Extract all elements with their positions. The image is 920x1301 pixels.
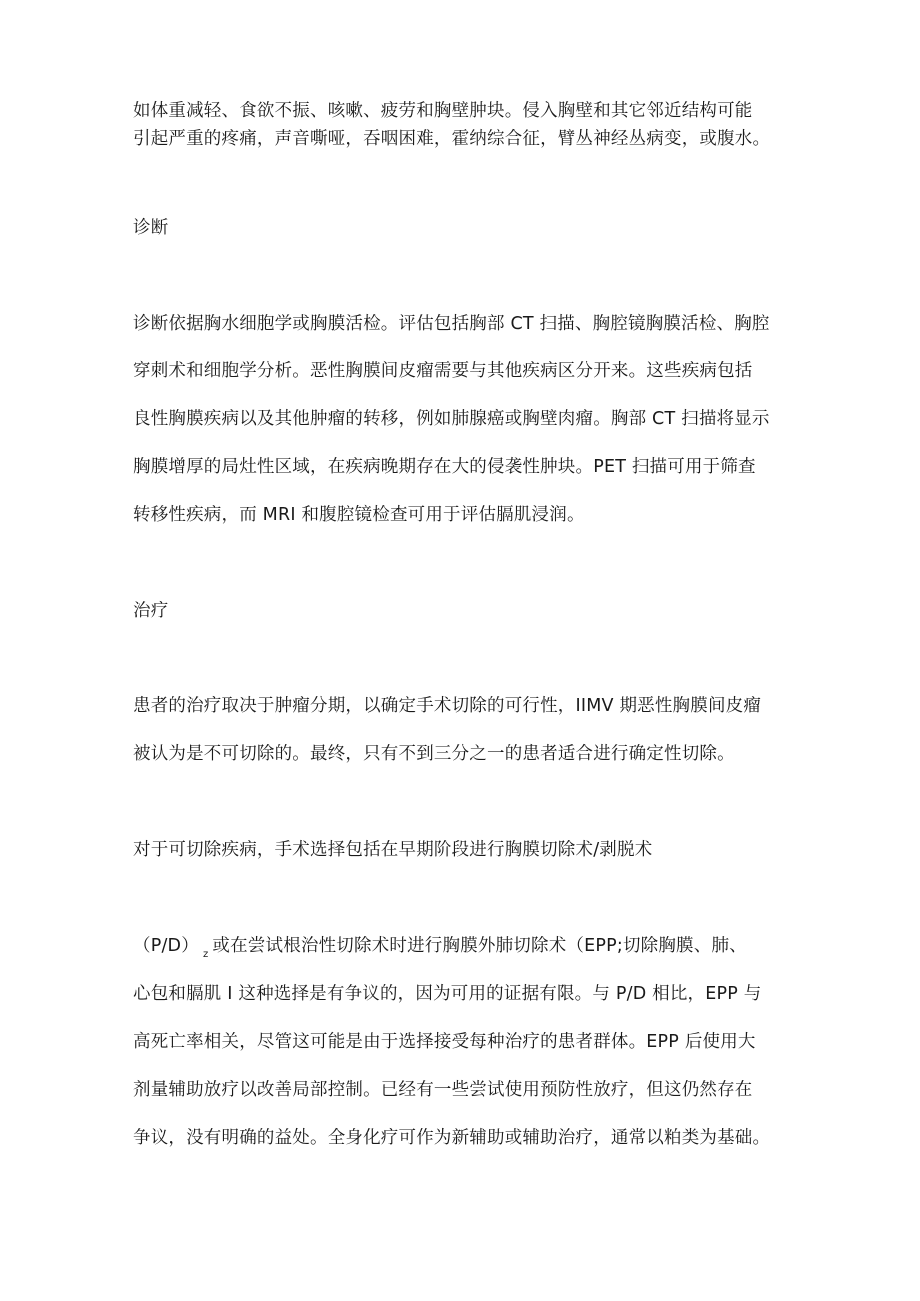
surgery-line-5: 争议，没有明确的益处。全身化疗可作为新辅助或辅助治疗，通常以粕类为基础。 xyxy=(133,1128,771,1148)
surgery-line-1-part-b: 或在尝试根治性切除术时进行胸膜外肺切除术（EPP;切除胸膜、肺、 xyxy=(212,936,747,956)
treatment-line-2: 被认为是不可切除的。最终，只有不到三分之一的患者适合进行确定性切除。 xyxy=(133,744,735,764)
surgery-intro-line: 对于可切除疾病，手术选择包括在早期阶段进行胸膜切除术/剥脱术 xyxy=(133,840,653,860)
diagnosis-line-3: 良性胸膜疾病以及其他肿瘤的转移，例如肺腺癌或胸壁肉瘤。胸部 CT 扫描将显示 xyxy=(133,409,770,429)
treatment-heading: 治疗 xyxy=(133,601,169,621)
treatment-line-1: 患者的治疗取决于肿瘤分期，以确定手术切除的可行性，IIMV 期恶性胸膜间皮瘤 xyxy=(133,696,762,716)
diagnosis-heading: 诊断 xyxy=(133,218,169,238)
diagnosis-line-2: 穿刺术和细胞学分析。恶性胸膜间皮瘤需要与其他疾病区分开来。这些疾病包括 xyxy=(133,361,753,381)
intro-line-2: 引起严重的疼痛，声音嘶哑，吞咽困难，霍纳综合征，臂丛神经丛病变，或腹水。 xyxy=(133,129,771,149)
surgery-line-1-part-a: （P/D） xyxy=(133,936,199,956)
intro-line-1: 如体重减轻、食欲不振、咳嗽、疲劳和胸壁肿块。侵入胸壁和其它邻近结构可能 xyxy=(133,101,753,121)
surgery-line-3: 高死亡率相关，尽管这可能是由于选择接受每种治疗的患者群体。EPP 后使用大 xyxy=(133,1032,756,1052)
surgery-line-4: 剂量辅助放疗以改善局部控制。已经有一些尝试使用预防性放疗，但这仍然存在 xyxy=(133,1080,753,1100)
diagnosis-line-5: 转移性疾病，而 MRI 和腹腔镜检查可用于评估膈肌浸润。 xyxy=(133,505,585,525)
surgery-line-2: 心包和膈肌 I 这种选择是有争议的，因为可用的证据有限。与 P/D 相比，EPP 与 xyxy=(133,984,762,1004)
diagnosis-line-4: 胸膜增厚的局灶性区域，在疾病晚期存在大的侵袭性肿块。PET 扫描可用于筛查 xyxy=(133,457,756,477)
diagnosis-line-1: 诊断依据胸水细胞学或胸膜活检。评估包括胸部 CT 扫描、胸腔镜胸膜活检、胸腔 xyxy=(133,314,770,334)
surgery-line-1-subscript: z xyxy=(202,949,209,960)
surgery-line-1 xyxy=(133,934,747,961)
